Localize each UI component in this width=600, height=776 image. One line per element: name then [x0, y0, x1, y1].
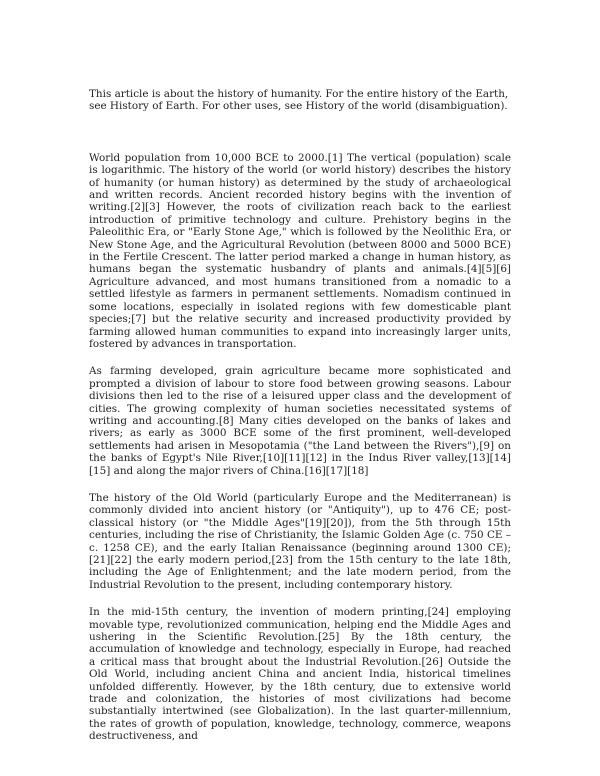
document-page [89, 88, 511, 743]
paragraph-printing-and-industry: In the mid-15th century, the invention of modern printing,[24] employing movable type, revolutionized communication, helping end the Middle Ages and ushering in the Scientific Revolution.[25] By the 18th century, the accumulation of knowledge and technology, especially in Europe, had reached a critical mass that brought about the Industrial Revolution.[26] Outside the Old World, including ancient China and ancient India, historical timelines unfolded differently. However, by the 18th century, due to extensive world trade and colonization, the histories of most civilizations had become substantially intertwined (see Globalization). In the last quarter-millennium, the rates of growth of population, knowledge, technology, commerce, weapons destructiveness, and [89, 606, 511, 743]
paragraph-world-population: World population from 10,000 BCE to 2000.[1] The vertical (population) scale is logarithmic. The history of the world (or world history) describes the history of humanity (or human history) as determined by the study of archaeological and written records. Ancient recorded history begins with the invention of writing.[2][3] However, the roots of civilization reach back to the earliest introduction of primitive technology and culture. Prehistory begins in the Paleolithic Era, or "Early Stone Age," which is followed by the Neolithic Era, or New Stone Age, and the Agricultural Revolution (between 8000 and 5000 BCE) in the Fertile Crescent. The latter period marked a change in human history, as humans began the systematic husbandry of plants and animals.[4][5][6] Agriculture advanced, and most humans transitioned from a nomadic to a settled lifestyle as farmers in permanent settlements. Nomadism continued in some locations, especially in isolated regions with few domesticable plant species;[7] but the relative security and increased productivity provided by farming allowed human communities to expand into increasingly larger units, fostered by advances in transportation. [89, 151, 511, 350]
paragraph-old-world-periods: The history of the Old World (particularly Europe and the Mediterranean) is commonly divided into ancient history (or "Antiquity"), up to 476 CE; post-classical history (or "the Middle Ages"[19][20]), from the 5th through 15th centuries, including the rise of Christianity, the Islamic Golden Age (c. 750 CE – c. 1258 CE), and the early Italian Renaissance (beginning around 1300 CE);[21][22] the early modern period,[23] from the 15th century to the late 18th, including the Age of Enlightenment; and the late modern period, from the Industrial Revolution to the present, including contemporary history. [89, 491, 511, 591]
hatnote: This article is about the history of humanity. For the entire history of the Earth, see History of Earth. For other uses, see History of the world (disambiguation). [89, 88, 509, 113]
paragraph-farming-and-cities: As farming developed, grain agriculture became more sophisticated and prompted a division of labour to store food between growing seasons. Labour divisions then led to the rise of a leisured upper class and the development of cities. The growing complexity of human societies necessitated systems of writing and accounting.[8] Many cities developed on the banks of lakes and rivers; as early as 3000 BCE some of the first prominent, well-developed settlements had arisen in Mesopotamia ("the Land between the Rivers"),[9] on the banks of Egypt's Nile River,[10][11][12] in the Indus River valley,[13][14][15] and along the major rivers of China.[16][17][18] [89, 365, 511, 477]
